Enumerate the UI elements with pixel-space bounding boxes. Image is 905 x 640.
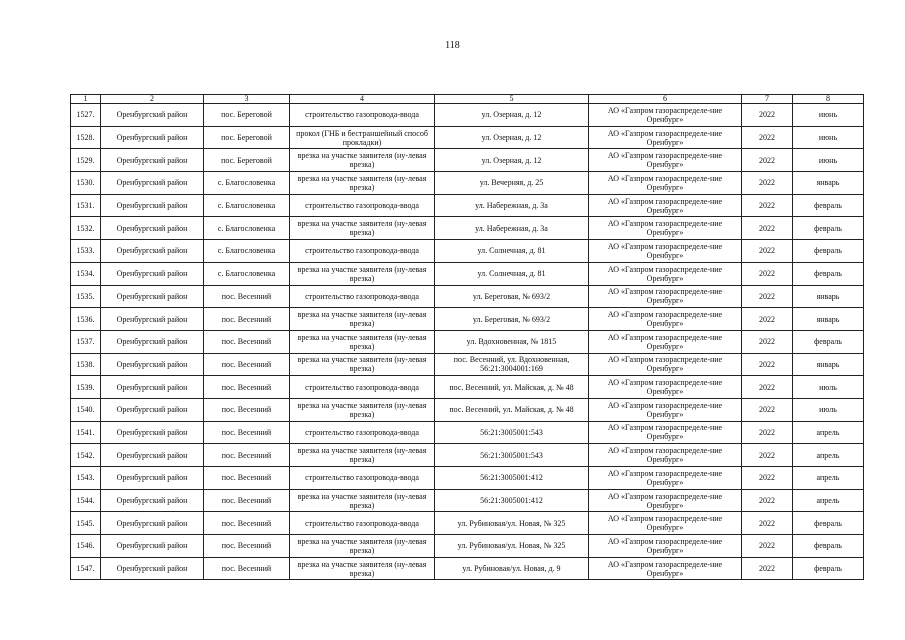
table-body [71, 104, 864, 580]
row-number: 1532. [71, 217, 101, 240]
settlement-cell: пос. Весенний [204, 421, 290, 444]
table-row [71, 308, 864, 331]
year-cell: 2022 [742, 421, 793, 444]
organization-cell: АО «Газпром газораспределе-ние Оренбург» [589, 308, 742, 331]
year-cell: 2022 [742, 512, 793, 535]
work-type-cell: врезка на участке заявителя (ну-левая врезка) [290, 444, 435, 467]
address-cell: 56:21:3005001:543 [435, 421, 589, 444]
table-header-row [71, 95, 864, 104]
row-number: 1530. [71, 172, 101, 195]
month-cell: январь [793, 172, 864, 195]
district-cell: Оренбургский район [101, 285, 204, 308]
address-cell: ул. Озерная, д. 12 [435, 126, 589, 149]
work-type-cell: врезка на участке заявителя (ну-левая врезка) [290, 557, 435, 580]
district-cell: Оренбургский район [101, 217, 204, 240]
organization-cell: АО «Газпром газораспределе-ние Оренбург» [589, 444, 742, 467]
address-cell: ул. Вдохновенная, № 1815 [435, 330, 589, 353]
district-cell: Оренбургский район [101, 104, 204, 127]
settlement-cell: пос. Весенний [204, 376, 290, 399]
table-row [71, 557, 864, 580]
organization-cell: АО «Газпром газораспределе-ние Оренбург» [589, 217, 742, 240]
row-number: 1527. [71, 104, 101, 127]
year-cell: 2022 [742, 172, 793, 195]
row-number: 1544. [71, 489, 101, 512]
organization-cell: АО «Газпром газораспределе-ние Оренбург» [589, 194, 742, 217]
settlement-cell: с. Благословенка [204, 172, 290, 195]
row-number: 1547. [71, 557, 101, 580]
table-row [71, 217, 864, 240]
work-type-cell: строительство газопровода-ввода [290, 467, 435, 490]
district-cell: Оренбургский район [101, 149, 204, 172]
year-cell: 2022 [742, 557, 793, 580]
district-cell: Оренбургский район [101, 535, 204, 558]
district-cell: Оренбургский район [101, 126, 204, 149]
month-cell: январь [793, 353, 864, 376]
work-type-cell: врезка на участке заявителя (ну-левая врезка) [290, 489, 435, 512]
row-number: 1541. [71, 421, 101, 444]
address-cell: пос. Весенний, ул. Майская, д. № 48 [435, 376, 589, 399]
table-row [71, 444, 864, 467]
organization-cell: АО «Газпром газораспределе-ние Оренбург» [589, 285, 742, 308]
district-cell: Оренбургский район [101, 398, 204, 421]
month-cell: февраль [793, 194, 864, 217]
column-header: 2 [101, 95, 204, 104]
gas-works-table [70, 94, 864, 580]
settlement-cell: с. Благословенка [204, 240, 290, 263]
address-cell: ул. Рубиновая/ул. Новая, д. 9 [435, 557, 589, 580]
district-cell: Оренбургский район [101, 467, 204, 490]
work-type-cell: строительство газопровода-ввода [290, 104, 435, 127]
organization-cell: АО «Газпром газораспределе-ние Оренбург» [589, 149, 742, 172]
organization-cell: АО «Газпром газораспределе-ние Оренбург» [589, 489, 742, 512]
work-type-cell: прокол (ГНБ и бестраншейный способ прокладки) [290, 126, 435, 149]
work-type-cell: строительство газопровода-ввода [290, 512, 435, 535]
settlement-cell: пос. Весенний [204, 444, 290, 467]
month-cell: февраль [793, 330, 864, 353]
settlement-cell: с. Благословенка [204, 217, 290, 240]
settlement-cell: с. Благословенка [204, 262, 290, 285]
month-cell: февраль [793, 262, 864, 285]
district-cell: Оренбургский район [101, 557, 204, 580]
district-cell: Оренбургский район [101, 262, 204, 285]
table-row [71, 240, 864, 263]
district-cell: Оренбургский район [101, 240, 204, 263]
district-cell: Оренбургский район [101, 444, 204, 467]
district-cell: Оренбургский район [101, 376, 204, 399]
address-cell: ул. Вечерняя, д. 25 [435, 172, 589, 195]
work-type-cell: врезка на участке заявителя (ну-левая врезка) [290, 353, 435, 376]
work-type-cell: врезка на участке заявителя (ну-левая врезка) [290, 330, 435, 353]
address-cell: ул. Озерная, д. 12 [435, 104, 589, 127]
organization-cell: АО «Газпром газораспределе-ние Оренбург» [589, 353, 742, 376]
district-cell: Оренбургский район [101, 489, 204, 512]
work-type-cell: врезка на участке заявителя (ну-левая врезка) [290, 262, 435, 285]
work-type-cell: врезка на участке заявителя (ну-левая врезка) [290, 308, 435, 331]
work-type-cell: врезка на участке заявителя (ну-левая врезка) [290, 217, 435, 240]
organization-cell: АО «Газпром газораспределе-ние Оренбург» [589, 172, 742, 195]
table-row [71, 421, 864, 444]
month-cell: июнь [793, 126, 864, 149]
row-number: 1528. [71, 126, 101, 149]
organization-cell: АО «Газпром газораспределе-ние Оренбург» [589, 512, 742, 535]
table-row [71, 149, 864, 172]
column-header: 3 [204, 95, 290, 104]
work-type-cell: врезка на участке заявителя (ну-левая врезка) [290, 172, 435, 195]
settlement-cell: пос. Береговой [204, 149, 290, 172]
settlement-cell: пос. Весенний [204, 467, 290, 490]
address-cell: 56:21:3005001:412 [435, 467, 589, 490]
address-cell: ул. Набережная, д. 3а [435, 194, 589, 217]
district-cell: Оренбургский район [101, 421, 204, 444]
address-cell: пос. Весенний, ул. Майская, д. № 48 [435, 398, 589, 421]
month-cell: июль [793, 376, 864, 399]
row-number: 1540. [71, 398, 101, 421]
table-row [71, 353, 864, 376]
organization-cell: АО «Газпром газораспределе-ние Оренбург» [589, 557, 742, 580]
settlement-cell: пос. Весенний [204, 557, 290, 580]
table-row [71, 489, 864, 512]
row-number: 1537. [71, 330, 101, 353]
column-header: 8 [793, 95, 864, 104]
address-cell: 56:21:3005001:543 [435, 444, 589, 467]
work-type-cell: врезка на участке заявителя (ну-левая врезка) [290, 398, 435, 421]
settlement-cell: пос. Береговой [204, 104, 290, 127]
table-row [71, 398, 864, 421]
column-header: 5 [435, 95, 589, 104]
settlement-cell: пос. Весенний [204, 353, 290, 376]
year-cell: 2022 [742, 330, 793, 353]
year-cell: 2022 [742, 262, 793, 285]
year-cell: 2022 [742, 194, 793, 217]
year-cell: 2022 [742, 308, 793, 331]
table-row [71, 262, 864, 285]
settlement-cell: пос. Весенний [204, 535, 290, 558]
year-cell: 2022 [742, 126, 793, 149]
row-number: 1542. [71, 444, 101, 467]
settlement-cell: с. Благословенка [204, 194, 290, 217]
month-cell: апрель [793, 444, 864, 467]
district-cell: Оренбургский район [101, 512, 204, 535]
organization-cell: АО «Газпром газораспределе-ние Оренбург» [589, 262, 742, 285]
year-cell: 2022 [742, 398, 793, 421]
address-cell: ул. Солнечная, д. 81 [435, 262, 589, 285]
address-cell: пос. Весенний, ул. Вдохновенная, 56:21:3004001:169 [435, 353, 589, 376]
month-cell: февраль [793, 217, 864, 240]
year-cell: 2022 [742, 240, 793, 263]
column-header: 7 [742, 95, 793, 104]
month-cell: февраль [793, 512, 864, 535]
year-cell: 2022 [742, 285, 793, 308]
row-number: 1538. [71, 353, 101, 376]
work-type-cell: строительство газопровода-ввода [290, 285, 435, 308]
table-row [71, 172, 864, 195]
district-cell: Оренбургский район [101, 172, 204, 195]
work-type-cell: строительство газопровода-ввода [290, 194, 435, 217]
row-number: 1536. [71, 308, 101, 331]
month-cell: февраль [793, 535, 864, 558]
district-cell: Оренбургский район [101, 308, 204, 331]
column-header: 6 [589, 95, 742, 104]
organization-cell: АО «Газпром газораспределе-ние Оренбург» [589, 398, 742, 421]
district-cell: Оренбургский район [101, 194, 204, 217]
organization-cell: АО «Газпром газораспределе-ние Оренбург» [589, 421, 742, 444]
organization-cell: АО «Газпром газораспределе-ние Оренбург» [589, 240, 742, 263]
year-cell: 2022 [742, 149, 793, 172]
work-type-cell: врезка на участке заявителя (ну-левая врезка) [290, 149, 435, 172]
settlement-cell: пос. Весенний [204, 512, 290, 535]
column-header: 4 [290, 95, 435, 104]
table-row [71, 285, 864, 308]
address-cell: ул. Рубиновая/ул. Новая, № 325 [435, 535, 589, 558]
year-cell: 2022 [742, 376, 793, 399]
settlement-cell: пос. Весенний [204, 285, 290, 308]
address-cell: ул. Озерная, д. 12 [435, 149, 589, 172]
district-cell: Оренбургский район [101, 353, 204, 376]
row-number: 1546. [71, 535, 101, 558]
table-row [71, 194, 864, 217]
month-cell: июль [793, 398, 864, 421]
row-number: 1531. [71, 194, 101, 217]
row-number: 1539. [71, 376, 101, 399]
settlement-cell: пос. Береговой [204, 126, 290, 149]
page-number: 118 [445, 40, 460, 51]
table-row [71, 376, 864, 399]
month-cell: январь [793, 308, 864, 331]
work-type-cell: строительство газопровода-ввода [290, 376, 435, 399]
year-cell: 2022 [742, 489, 793, 512]
address-cell: ул. Набережная, д. 3а [435, 217, 589, 240]
organization-cell: АО «Газпром газораспределе-ние Оренбург» [589, 467, 742, 490]
month-cell: февраль [793, 240, 864, 263]
year-cell: 2022 [742, 353, 793, 376]
organization-cell: АО «Газпром газораспределе-ние Оренбург» [589, 104, 742, 127]
table-row [71, 512, 864, 535]
organization-cell: АО «Газпром газораспределе-ние Оренбург» [589, 376, 742, 399]
row-number: 1533. [71, 240, 101, 263]
year-cell: 2022 [742, 217, 793, 240]
address-cell: ул. Рубиновая/ул. Новая, № 325 [435, 512, 589, 535]
address-cell: ул. Береговая, № 693/2 [435, 285, 589, 308]
row-number: 1534. [71, 262, 101, 285]
settlement-cell: пос. Весенний [204, 330, 290, 353]
table-row [71, 467, 864, 490]
organization-cell: АО «Газпром газораспределе-ние Оренбург» [589, 535, 742, 558]
month-cell: февраль [793, 557, 864, 580]
month-cell: апрель [793, 489, 864, 512]
district-cell: Оренбургский район [101, 330, 204, 353]
address-cell: ул. Солнечная, д. 81 [435, 240, 589, 263]
year-cell: 2022 [742, 467, 793, 490]
row-number: 1543. [71, 467, 101, 490]
row-number: 1545. [71, 512, 101, 535]
column-header: 1 [71, 95, 101, 104]
table-row [71, 535, 864, 558]
table-row [71, 330, 864, 353]
month-cell: январь [793, 285, 864, 308]
table-row [71, 104, 864, 127]
settlement-cell: пос. Весенний [204, 308, 290, 331]
year-cell: 2022 [742, 444, 793, 467]
organization-cell: АО «Газпром газораспределе-ние Оренбург» [589, 330, 742, 353]
month-cell: июнь [793, 104, 864, 127]
row-number: 1535. [71, 285, 101, 308]
work-type-cell: строительство газопровода-ввода [290, 421, 435, 444]
table-row [71, 126, 864, 149]
work-type-cell: строительство газопровода-ввода [290, 240, 435, 263]
row-number: 1529. [71, 149, 101, 172]
address-cell: 56:21:3005001:412 [435, 489, 589, 512]
settlement-cell: пос. Весенний [204, 398, 290, 421]
month-cell: апрель [793, 421, 864, 444]
organization-cell: АО «Газпром газораспределе-ние Оренбург» [589, 126, 742, 149]
month-cell: апрель [793, 467, 864, 490]
month-cell: июнь [793, 149, 864, 172]
settlement-cell: пос. Весенний [204, 489, 290, 512]
year-cell: 2022 [742, 104, 793, 127]
work-type-cell: врезка на участке заявителя (ну-левая врезка) [290, 535, 435, 558]
address-cell: ул. Береговая, № 693/2 [435, 308, 589, 331]
year-cell: 2022 [742, 535, 793, 558]
